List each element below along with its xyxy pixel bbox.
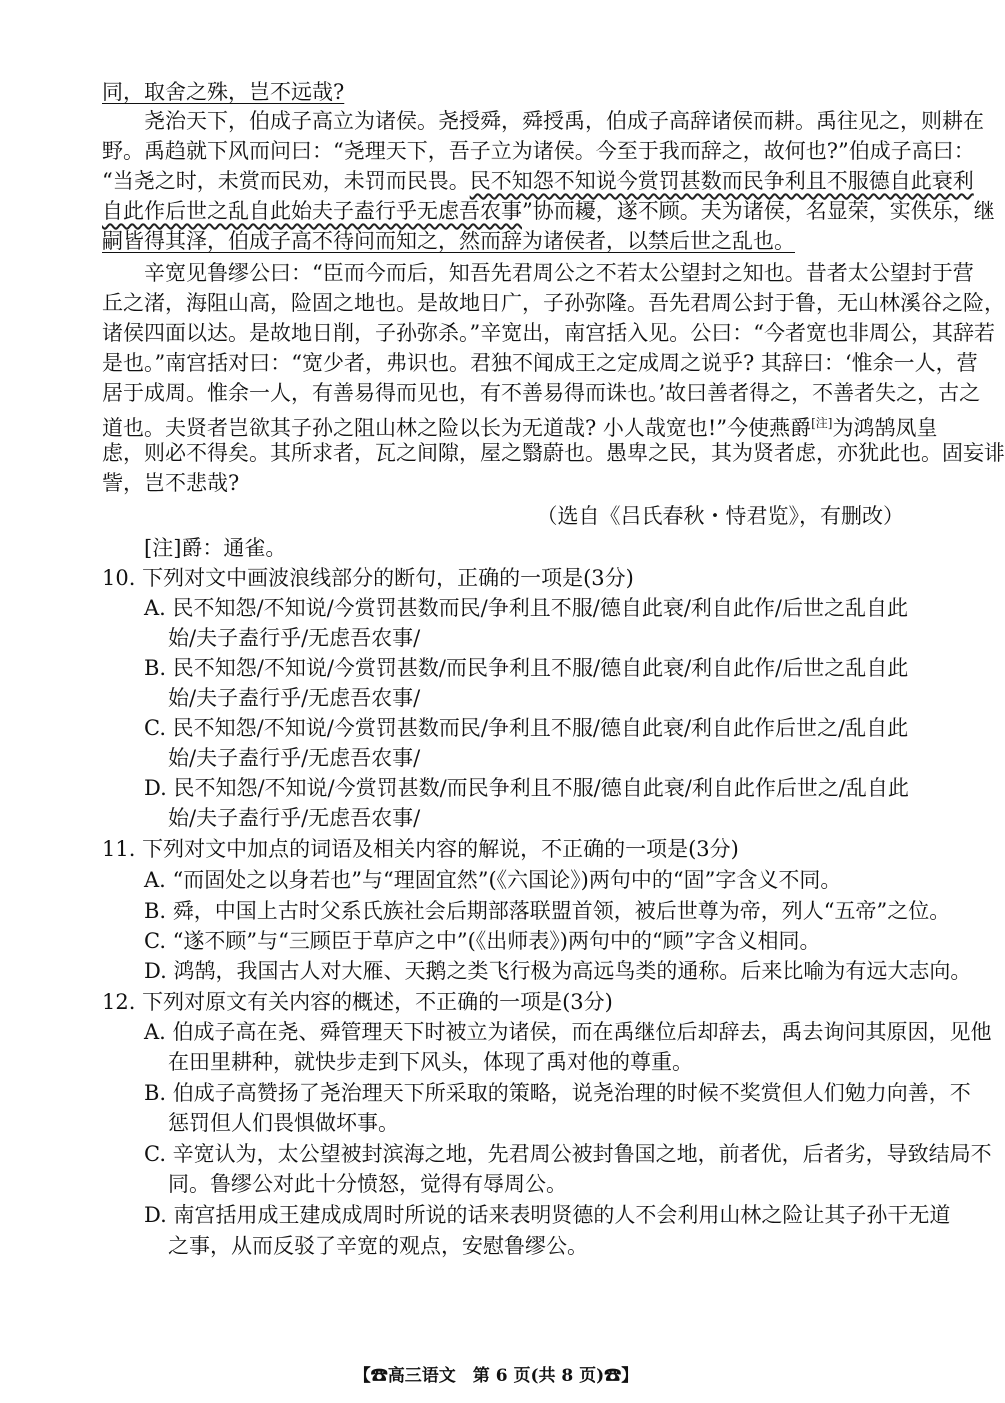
passage-p1-line: 尧治天下，伯成子高立为诸侯。尧授舜，舜授禹，伯成子高辞诸侯而耕。禹往见之，则耕在 — [144, 109, 984, 133]
passage-p1-line — [102, 227, 902, 255]
question-10-option-a: A. 民不知怨/不知说/今赏罚甚数而民/争利且不服/德自此衰/利自此作/后世之乱自此 — [144, 596, 908, 620]
question-10-option-c-cont: 始/夫子盍行乎/无虑吾农事/ — [168, 746, 421, 770]
passage-p2-line: 居于成周。惟余一人，有善易得而见也，有不善易得而诛也。’故曰善者得之，不善者失之，古之 — [102, 381, 981, 405]
question-10-option-a-cont: 始/夫子盍行乎/无虑吾农事/ — [168, 626, 421, 650]
passage-note: [注]爵：通雀。 — [144, 536, 287, 560]
question-12-option-b: B. 伯成子高赞扬了尧治理天下所采取的策略，说尧治理的时候不奖赏但人们勉力向善，不 — [144, 1081, 971, 1105]
passage-p2-line: 诸侯四面以达。是故地日削，子孙弥杀。”辛宽出，南宫括入见。公曰：“今者宽也非周公，其辞若 — [102, 321, 995, 345]
question-10-option-d-cont: 始/夫子盍行乎/无虑吾农事/ — [168, 806, 421, 830]
annotation-marker: [注] — [811, 416, 833, 430]
question-10-option-b: B. 民不知怨/不知说/今赏罚甚数/而民争利且不服/德自此衰/利自此作/后世之乱自此 — [144, 656, 909, 680]
question-12-option-d-cont: 之事，从而反驳了辛宽的观点，安慰鲁缪公。 — [168, 1234, 588, 1258]
passage-p1-line: 野。禹趋就下风而问曰：“尧理天下，吾子立为诸侯。今至于我而辞之，故何也?”伯成子高曰： — [102, 139, 975, 163]
question-12-option-b-cont: 惩罚但人们畏惧做坏事。 — [168, 1111, 399, 1135]
passage-p2-line: 辛宽见鲁缪公曰：“臣而今而后，知吾先君周公之不若太公望封之知也。昔者太公望封于营 — [144, 261, 974, 285]
question-12-option-d: D. 南宫括用成王建成成周时所说的话来表明贤德的人不会利用山林之险让其子孙干无道 — [144, 1203, 951, 1227]
question-10-option-c: C. 民不知怨/不知说/今赏罚甚数而民/争利且不服/德自此衰/利自此作后世之/乱自此 — [144, 716, 909, 740]
passage-source: （选自《吕氏春秋・恃君览》，有删改） — [536, 504, 904, 528]
question-11-option-c: C. “遂不顾”与“三顾臣于草庐之中”(《出师表》)两句中的“顾”字含义相同。 — [144, 929, 821, 953]
question-12-option-c: C. 辛宽认为，太公望被封滨海之地，先君周公被封鲁国之地，前者优，后者劣，导致结局不 — [144, 1142, 992, 1166]
question-10-stem: 10. 下列对文中画波浪线部分的断句，正确的一项是(3分) — [102, 566, 634, 590]
passage-text: 道也。夫贤者岂欲其子孙之阻山林之险以长为无道哉? 小人哉宽也!”今使燕爵 — [102, 416, 812, 440]
question-11-option-a: A. “而固处之以身若也”与“理固宜然”(《六国论》)两句中的“固”字含义不同。 — [144, 868, 842, 892]
page-footer: 【☎高三语文 第 6 页(共 8 页)☎】 — [353, 1366, 639, 1386]
question-10-option-d: D. 民不知怨/不知说/今赏罚甚数/而民争利且不服/德自此衰/利自此作后世之/乱自此 — [144, 776, 909, 800]
passage-p2-line: 是也。”南宫括对曰：“宽少者，弗识也。君独不闻成王之定成周之说乎? 其辞曰：‘惟余一人，营 — [102, 351, 978, 375]
question-10-option-b-cont: 始/夫子盍行乎/无虑吾农事/ — [168, 686, 421, 710]
passage-p1-line — [102, 167, 974, 195]
passage-text: “当尧之时，未赏而民劝，未罚而民畏。 — [102, 169, 470, 193]
question-11-stem: 11. 下列对文中加点的词语及相关内容的解说，不正确的一项是(3分) — [102, 837, 739, 861]
passage-text: 嗣皆得其泽， — [102, 229, 228, 253]
question-11-option-b: B. 舜，中国上古时父系氏族社会后期部落联盟首领，被后世尊为帝，列人“五帝”之位。 — [144, 899, 951, 923]
wavy-underlined-text: 自此作后世之乱自此始夫子盍行乎无虑吾农事 — [102, 199, 522, 223]
question-11-option-d: D. 鸿鹄，我国古人对大雁、天鹅之类飞行极为高远鸟类的通称。后来比喻为有远大志向。 — [144, 959, 972, 983]
passage-text: 为鸿鹄凤皇 — [832, 416, 938, 440]
question-12-option-a-cont: 在田里耕种，就快步走到下风头，体现了禹对他的尊重。 — [168, 1050, 693, 1074]
passage-p2-line — [102, 409, 938, 440]
underlined-text: 伯成子高不待问而知之，然而辞为诸侯者，以禁后世之乱也。 — [228, 229, 795, 253]
question-12-option-a: A. 伯成子高在尧、舜管理天下时被立为诸侯，而在禹继位后却辞去，禹去询问其原因，见他 — [144, 1020, 992, 1044]
passage-p1-line — [102, 197, 995, 225]
passage-line-0: 同，取舍之殊，岂不远哉? — [102, 80, 345, 104]
question-12-stem: 12. 下列对原文有关内容的概述，不正确的一项是(3分) — [102, 990, 613, 1014]
passage-p2-line: 丘之渚，海阻山高，险固之地也。是故地日广，子孙弥隆。吾先君周公封于鲁，无山林溪谷之险， — [102, 291, 1005, 315]
passage-p2-line: 訾，岂不悲哉? — [102, 471, 240, 495]
passage-text: ”协而耰，遂不顾。夫为诸侯，名显荣，实佚乐，继 — [522, 199, 995, 223]
question-12-option-c-cont: 同。鲁缪公对此十分愤怒，觉得有辱周公。 — [168, 1172, 567, 1196]
passage-p2-line: 虑，则必不得矣。其所求者，瓦之间隙，屋之翳蔚也。愚卑之民，其为贤者虑，亦犹此也。固妄诽 — [102, 441, 1005, 465]
wavy-underlined-text: 民不知怨不知说今赏罚甚数而民争利且不服德自此衰利 — [469, 169, 974, 193]
